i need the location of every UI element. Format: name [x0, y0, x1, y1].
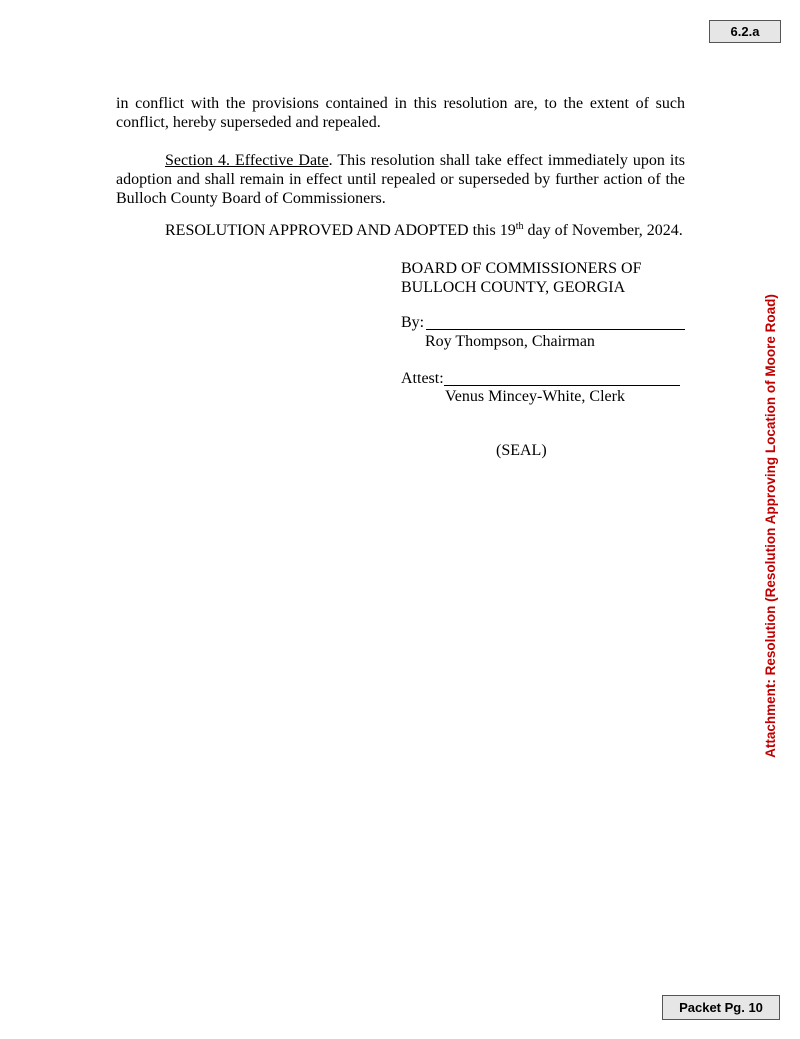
paragraph-conflict: in conflict with the provisions contained in this resolution are, to the extent of such conflict, hereby superseded and repealed.	[116, 95, 685, 131]
section-4-text: . This resolution shall take effect immediately upon its adoption and shall remain in effect until repealed or superseded by further action of the Bulloch County Board of Commissioners.	[116, 152, 686, 207]
paragraph-section-4	[116, 151, 685, 208]
clerk-name: Venus Mincey-White, Clerk	[445, 388, 625, 405]
item-number: 6.2.a	[730, 24, 760, 39]
section-4-heading: Section 4. Effective Date	[165, 152, 329, 169]
by-label: By:	[401, 314, 425, 331]
attest-label: Attest:	[401, 370, 444, 387]
adoption-superscript: th	[515, 221, 524, 232]
board-name-line-1: BOARD OF COMMISSIONERS OF	[401, 260, 642, 277]
chairman-name: Roy Thompson, Chairman	[425, 333, 595, 350]
packet-page-badge	[662, 995, 780, 1020]
seal-placeholder: (SEAL)	[496, 442, 547, 459]
attachment-sidebar-label: Attachment: Resolution (Resolution Approving Location of Moore Road)	[763, 294, 778, 758]
item-number-badge	[709, 20, 781, 43]
adoption-statement	[165, 221, 705, 240]
chairman-signature-line	[426, 329, 685, 330]
adoption-text-before: RESOLUTION APPROVED AND ADOPTED this 19	[165, 222, 516, 239]
board-name-line-2: BULLOCH COUNTY, GEORGIA	[401, 279, 626, 296]
packet-page-number: Packet Pg. 10	[679, 1000, 763, 1015]
clerk-signature-line	[444, 385, 680, 386]
adoption-text-after: day of November, 2024.	[523, 222, 683, 239]
